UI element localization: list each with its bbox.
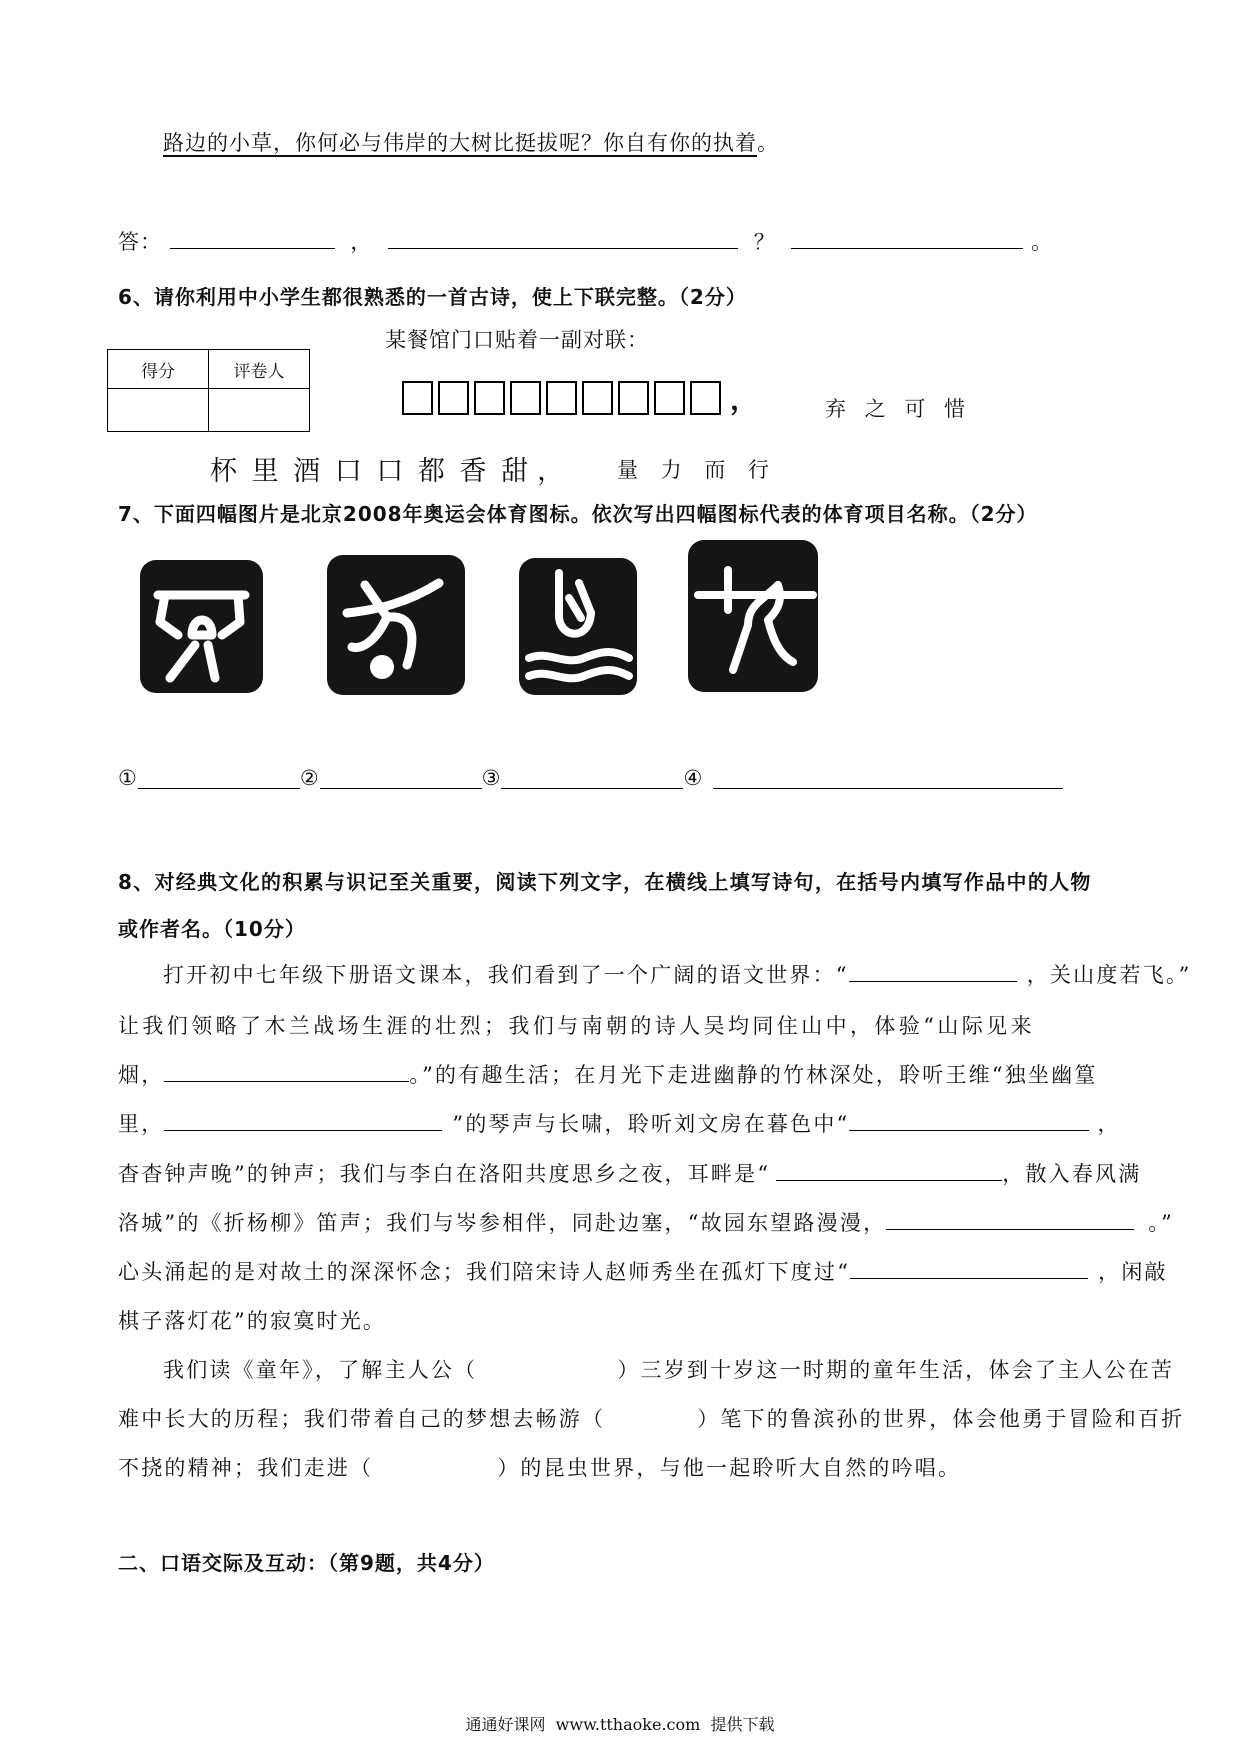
q8-line-3 [118,1065,1098,1086]
score-header: 得分 [108,350,209,389]
q8-line-8: 棋子落灯花”的寂寞时光。 [118,1309,387,1333]
q8-text: ， [1097,1112,1121,1136]
q8-text: 心头涌起的是对故土的深深怀念；我们陪宋诗人赵师秀坐在孤灯下度过“ [118,1260,851,1284]
answer-label-2: ② [299,766,320,790]
answer-comma: ， [350,230,373,254]
answer-label-3: ③ [481,766,502,790]
couplet-box[interactable] [690,381,721,415]
answer-blank-3[interactable] [791,247,1023,249]
grader-header: 评卷人 [209,350,310,389]
q7-answers [118,768,1063,789]
couplet-box[interactable] [618,381,649,415]
q8-blank-4[interactable] [849,1129,1089,1131]
q8-blank-3[interactable] [164,1129,442,1131]
couplet-box[interactable] [654,381,685,415]
score-table [107,349,310,432]
q8-text: 烟， [118,1063,165,1087]
q7-title: 7、下面四幅图片是北京2008年奥运会体育图标。依次写出四幅图标代表的体育项目名称。（2分） [118,502,1038,526]
q6-title: 6、请你利用中小学生都很熟悉的一首古诗，使上下联完整。（2分） [118,285,747,309]
couplet-box[interactable] [582,381,613,415]
diving-icon [519,558,637,695]
q7-blank-4[interactable] [713,787,1063,789]
q8-title-line2: 或作者名。（10分） [118,917,306,941]
section2-title: 二、口语交际及互动：（第9题，共4分） [118,1551,495,1575]
q8-text: ）笔下的鲁滨孙的世界，体会他勇于冒险和百折 [697,1407,1185,1431]
answer-question-mark: ？ [753,230,776,254]
q8-text: ，散入春风满 [1002,1162,1142,1186]
couplet-upper-tail: 弃 之 可 惜 [825,397,972,421]
q8-text: 不挠的精神；我们走进（ [118,1456,374,1480]
q8-text: ，关山度若飞。” [1026,963,1192,987]
q8-text: ”的琴声与长啸，聆听刘文房在暮色中“ [452,1112,850,1136]
q7-blank-3[interactable] [501,787,683,789]
answer-label-1: ① [118,766,138,790]
q5-period: 。 [757,131,779,155]
answer-blank-2[interactable] [388,247,738,249]
q8-blank-2[interactable] [164,1080,409,1082]
q8-line-5 [118,1164,1141,1185]
q8-text: 难中长大的历程；我们带着自己的梦想去畅游（ [118,1407,606,1431]
answer-row [118,232,1053,253]
answer-label: 答： [118,230,162,254]
q8-line-6 [118,1213,1174,1234]
q8-title-line1: 8、对经典文化的积累与识记至关重要，阅读下列文字，在横线上填写诗句，在括号内填写作品中的人物 [118,870,1092,894]
fencing-icon [688,540,818,692]
couplet-box[interactable] [438,381,469,415]
couplet-box[interactable] [510,381,541,415]
q8-text: 洛城”的《折杨柳》笛声；我们与岑参相伴，同赴边塞，“故园东望路漫漫， [118,1211,887,1235]
q8-text: 打开初中七年级下册语文课本，我们看到了一个广阔的语文世界：“ [163,963,849,987]
q7-blank-1[interactable] [138,787,300,789]
answer-blank-1[interactable] [170,247,335,249]
q7-blank-2[interactable] [320,787,482,789]
q8-p2-line-2 [118,1409,1184,1430]
couplet-lower-main [210,449,567,488]
q8-text: 里， [118,1112,165,1136]
q8-blank-6[interactable] [886,1228,1134,1230]
couplet-box[interactable] [546,381,577,415]
q8-text: ）三岁到十岁这一时期的童年生活，体会了主人公在苦 [617,1358,1175,1382]
q5-sentence-text: 路边的小草，你何必与伟岸的大树比挺拔呢？你自有你的执着 [163,131,757,155]
football-icon [327,555,465,695]
q8-text: 我们读《童年》，了解主人公（ [163,1358,478,1382]
q8-blank-1[interactable] [849,980,1017,982]
q8-text: 杳杳钟声晚”的钟声；我们与李白在洛阳共度思乡之夜，耳畔是“ [118,1162,771,1186]
q8-p2-line-3 [118,1458,961,1479]
couplet-box[interactable] [474,381,505,415]
couplet-box[interactable] [402,381,433,415]
q5-sentence [163,133,779,154]
couplet-lower-text: 杯 里 酒 口 口 都 香 甜 [210,456,532,487]
weightlifting-icon [140,560,263,693]
q8-line-2: 让我们领略了木兰战场生涯的壮烈；我们与南朝的诗人吴均同住山中，体验“山际见来 [118,1014,1035,1038]
q8-p2-line-1 [163,1360,1174,1381]
q8-line-7 [118,1262,1168,1283]
q6-intro: 某餐馆门口贴着一副对联： [385,328,649,352]
answer-label-4: ④ [683,766,704,790]
footer-text[interactable]: 通通好课网 www.tthaoke.com 提供下载 [465,1715,775,1734]
grader-cell[interactable] [209,389,310,432]
score-cell[interactable] [108,389,209,432]
q8-text: ）的昆虫世界，与他一起聆听大自然的吟唱。 [497,1456,962,1480]
couplet-upper-comma: ， [730,383,759,416]
q8-line-1 [163,965,1192,986]
q8-text: 。”的有趣生活；在月光下走进幽静的竹林深处，聆听王维“独坐幽篁 [409,1063,1098,1087]
q8-blank-7[interactable] [850,1277,1088,1279]
couplet-lower-comma: ， [537,456,568,487]
answer-period: 。 [1031,230,1054,254]
couplet-lower-tail: 量 力 而 行 [617,458,778,482]
q8-blank-5[interactable] [776,1179,1002,1181]
q8-text: ，闲敲 [1098,1260,1168,1284]
couplet-upper [402,380,758,416]
q8-line-4 [118,1114,1121,1135]
q8-text: 。” [1148,1211,1174,1235]
